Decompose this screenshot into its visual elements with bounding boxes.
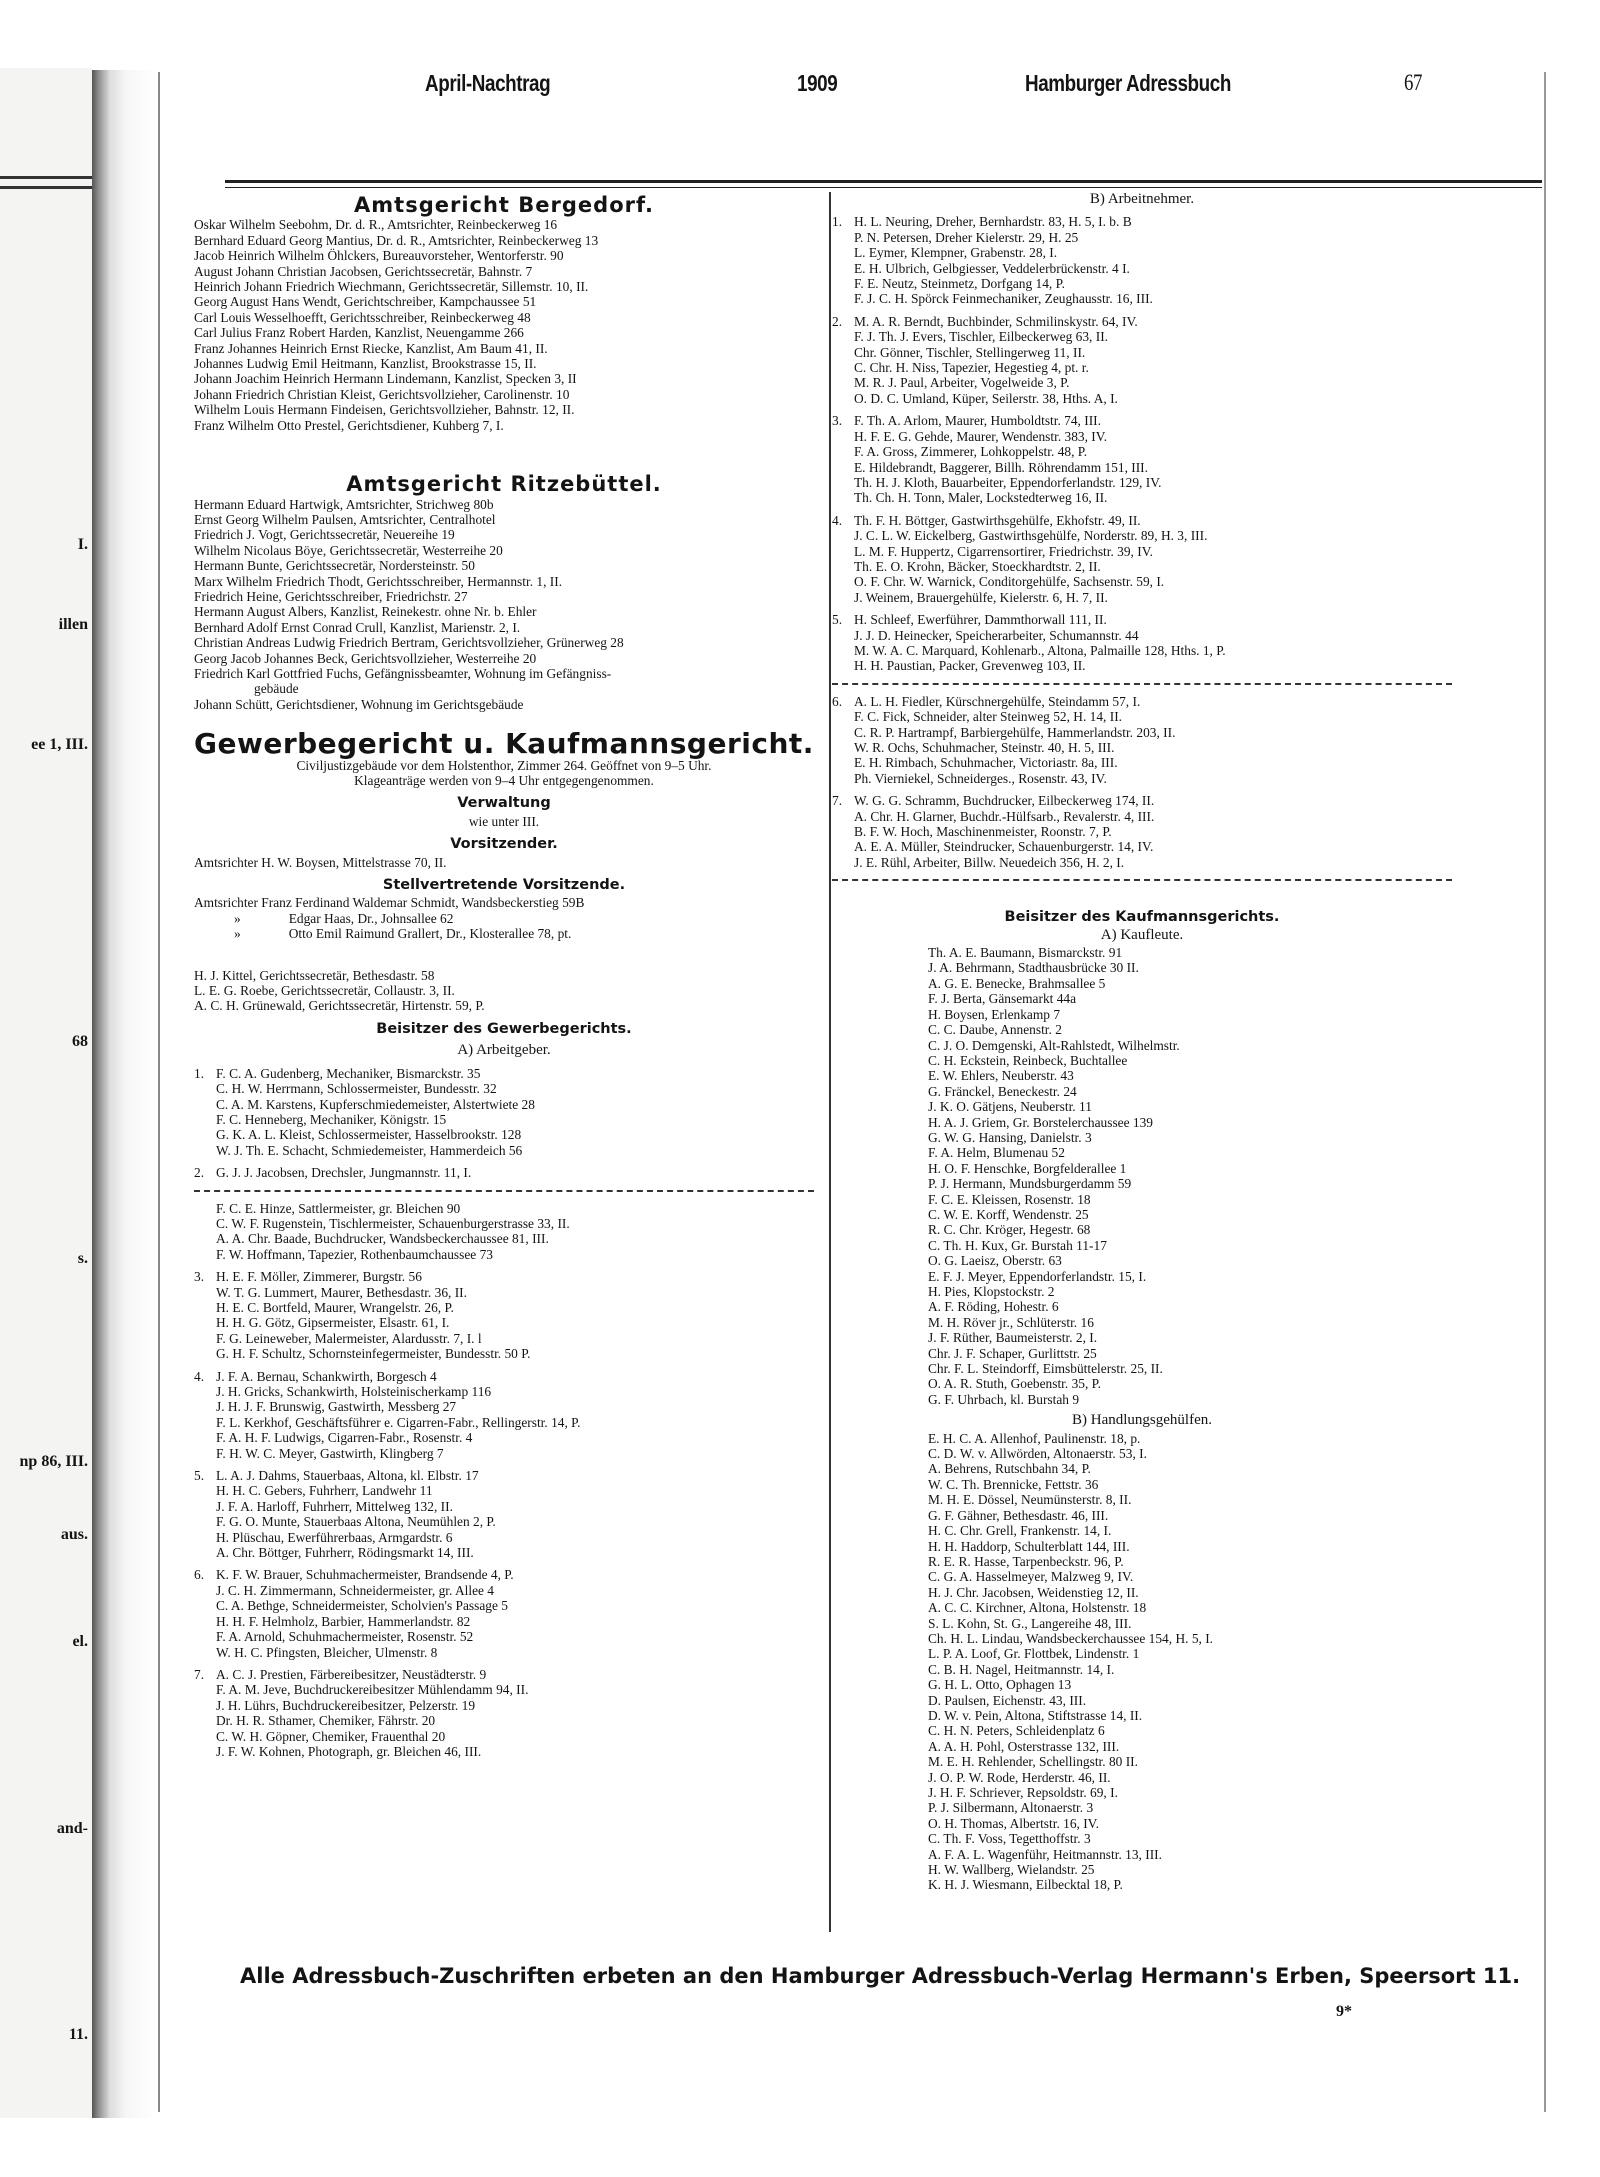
court-entry: Friedrich J. Vogt, Gerichtssecretär, Neuereihe 19 xyxy=(194,527,455,543)
group-number: 4. xyxy=(194,1368,205,1384)
court-entry: Bernhard Eduard Georg Mantius, Dr. d. R., Amtsrichter, Reinbeckerweg 13 xyxy=(194,232,599,248)
member-entry: C. W. F. Rugenstein, Tischlermeister, Schauenburgerstrasse 33, II. xyxy=(216,1215,570,1231)
header-left: April-Nachtrag xyxy=(425,70,551,96)
court-entry: Heinrich Johann Friedrich Wiechmann, Gerichtssecretär, Sillemstr. 10, II. xyxy=(194,279,589,295)
stellv-line xyxy=(194,926,814,941)
column-divider xyxy=(829,192,831,1932)
court-entry: Bernhard Adolf Ernst Conrad Crull, Kanzlist, Marienstr. 2, I. xyxy=(194,619,521,635)
member-entry: H. H. C. Gebers, Fuhrherr, Landwehr 11 xyxy=(216,1483,433,1499)
member-entry: G. J. J. Jacobsen, Drechsler, Jungmannstr. 11, I. xyxy=(216,1165,472,1181)
handlungsgehuelfe-entry: D. Paulsen, Eichenstr. 43, III. xyxy=(928,1692,1087,1708)
handlungsgehuelfe-entry: H. H. Haddorp, Schulterblatt 144, III. xyxy=(928,1538,1130,1554)
kaufmann-entry: C. H. Eckstein, Reinbeck, Buchtallee xyxy=(928,1052,1128,1068)
member-group xyxy=(194,1369,814,1461)
prev-fragment: s. xyxy=(77,1250,88,1267)
member-entry: C. A. Bethge, Schneidermeister, Scholvien's Passage 5 xyxy=(216,1598,508,1614)
member-entry: F. A. Arnold, Schuhmachermeister, Rosenstr. 52 xyxy=(216,1629,474,1645)
member-entry: H. H. G. Götz, Gipsermeister, Elsastr. 61, I. xyxy=(216,1315,450,1331)
handlungsgehuelfe-entry: H. W. Wallberg, Wielandstr. 25 xyxy=(928,1862,1095,1878)
handlungsgehuelfe-entry: P. J. Silbermann, Altonaerstr. 3 xyxy=(928,1800,1094,1816)
arbeitnehmer-groups xyxy=(832,214,1452,881)
member-entry: F. C. Fick, Schneider, alter Steinweg 52, H. 14, II. xyxy=(854,709,1123,725)
handlungsgehuelfe-entry: A. A. H. Pohl, Osterstrasse 132, III. xyxy=(928,1738,1120,1754)
court-entry: gebäude xyxy=(254,681,299,697)
handlungsgehuelfe-entry: A. F. A. L. Wagenführ, Heitmannstr. 13, III. xyxy=(928,1846,1162,1862)
handlungsgehuelfe-entry: H. J. Chr. Jacobsen, Weidenstieg 12, II. xyxy=(928,1584,1139,1600)
handlungsgehuelfe-entry: C. D. W. v. Allwörden, Altonaerstr. 53, I. xyxy=(928,1446,1147,1462)
member-entry: J. F. A. Harloff, Fuhrherr, Mittelweg 132, II. xyxy=(216,1498,453,1514)
secretary-entry: H. J. Kittel, Gerichtssecretär, Bethesdastr. 58 xyxy=(194,967,435,983)
court-entry: Oskar Wilhelm Seebohm, Dr. d. R., Amtsrichter, Reinbeckerweg 16 xyxy=(194,217,558,233)
handlungsgehuelfe-entry: H. C. Chr. Grell, Frankenstr. 14, I. xyxy=(928,1523,1112,1539)
member-entry: F. A. M. Jeve, Buchdruckereibesitzer Mühlendamm 94, II. xyxy=(216,1682,529,1698)
intro-line: Civiljustizgebäude vor dem Holstenthor, Zimmer 264. Geöffnet von 9–5 Uhr. xyxy=(296,757,712,773)
member-entry: A. Chr. H. Glarner, Buchdr.-Hülfsarb., Revalerstr. 4, III. xyxy=(854,808,1155,824)
secretary-entry: L. E. G. Roebe, Gerichtssecretär, Collaustr. 3, II. xyxy=(194,983,455,999)
handlungsgehuelfe-entry: G. F. Gähner, Bethesdastr. 46, III. xyxy=(928,1507,1109,1523)
member-entry: J. E. Rühl, Arbeiter, Billw. Neuedeich 356, H. 2, I. xyxy=(854,854,1125,870)
member-entry: F. G. O. Munte, Stauerbaas Altona, Neumühlen 2, P. xyxy=(216,1514,496,1530)
section-title-ritzebuettel: Amtsgericht Ritzebüttel. xyxy=(346,472,662,497)
member-entry: J. J. D. Heinecker, Speicherarbeiter, Schumannstr. 44 xyxy=(854,627,1139,643)
member-entry: K. F. W. Brauer, Schuhmachermeister, Brandsende 4, P. xyxy=(216,1567,514,1583)
member-entry: Th. Ch. H. Tonn, Maler, Lockstedterweg 16, II. xyxy=(854,490,1108,506)
court-entry: Friedrich Karl Gottfried Fuchs, Gefängnissbeamter, Wohnung im Gefängniss- xyxy=(194,665,612,681)
kaufmann-entry: F. J. Berta, Gänsemarkt 44a xyxy=(928,991,1077,1007)
kaufmann-entry: O. G. Laeisz, Oberstr. 63 xyxy=(928,1253,1062,1269)
bergedorf-list xyxy=(194,217,814,433)
dashed-separator xyxy=(194,1190,814,1192)
group-number: 2. xyxy=(832,313,843,329)
member-entry: F. L. Kerkhof, Geschäftsführer e. Cigarren-Fabr., Rellingerstr. 14, P. xyxy=(216,1414,581,1430)
kaufmann-entry: G. W. G. Hansing, Danielstr. 3 xyxy=(928,1129,1092,1145)
handlungsgehuelfe-entry: C. H. N. Peters, Schleidenplatz 6 xyxy=(928,1723,1105,1739)
prev-fragment: ee 1, III. xyxy=(31,736,88,753)
member-group xyxy=(194,1468,814,1560)
member-entry: H. F. E. G. Gehde, Maurer, Wendenstr. 383, IV. xyxy=(854,428,1108,444)
kaufmann-entry: J. F. Rüther, Baumeisterstr. 2, I. xyxy=(928,1330,1098,1346)
member-entry: H. H. F. Helmholz, Barbier, Hammerlandstr. 82 xyxy=(216,1613,471,1629)
handlungsgehuelfe-entry: M. E. H. Rehlender, Schellingstr. 80 II. xyxy=(928,1754,1138,1770)
member-group xyxy=(832,413,1452,505)
court-entry: Johann Friedrich Christian Kleist, Gerichtsvollzieher, Carolinenstr. 10 xyxy=(194,386,570,402)
handlungsgehuelfen-list xyxy=(832,1431,1452,1893)
handlungsgehuelfe-entry: K. H. J. Wiesmann, Eilbecktal 18, P. xyxy=(928,1877,1123,1893)
dashed-separator xyxy=(832,879,1452,881)
group-number: 3. xyxy=(194,1269,205,1285)
header-title: Hamburger Adressbuch xyxy=(1025,70,1231,96)
subheading-arbeitgeber: A) Arbeitgeber. xyxy=(457,1042,551,1059)
member-entry: A. E. A. Müller, Steindrucker, Schauenburgerstr. 14, IV. xyxy=(854,839,1154,855)
court-entry: Georg August Hans Wendt, Gerichtschreiber, Kampchaussee 51 xyxy=(194,294,537,310)
member-entry: B. F. W. Hoch, Maschinenmeister, Roonstr. 7, P. xyxy=(854,824,1112,840)
member-entry: H. H. Paustian, Packer, Grevenweg 103, II. xyxy=(854,658,1086,674)
handlungsgehuelfe-entry: E. H. C. A. Allenhof, Paulinenstr. 18, p. xyxy=(928,1430,1141,1446)
member-entry: E. H. Rimbach, Schuhmacher, Victoriastr. 8a, III. xyxy=(854,755,1118,771)
member-entry: F. C. Henneberg, Mechaniker, Königstr. 15 xyxy=(216,1111,447,1127)
header-year: 1909 xyxy=(797,70,838,96)
kaufmann-entry: F. A. Helm, Blumenau 52 xyxy=(928,1145,1065,1161)
prev-fragment: np 86, III. xyxy=(19,1453,88,1470)
kaufmann-entry: C. W. E. Korff, Wendenstr. 25 xyxy=(928,1206,1089,1222)
subheading-beisitzer-gewerbe: Beisitzer des Gewerbegerichts. xyxy=(376,1020,632,1037)
kaufmann-entry: A. F. Röding, Hohestr. 6 xyxy=(928,1299,1059,1315)
member-entry: C. Chr. H. Niss, Tapezier, Hegestieg 4, pt. r. xyxy=(854,360,1089,376)
member-entry: Th. F. H. Böttger, Gastwirthsgehülfe, Ekhofstr. 49, II. xyxy=(854,512,1141,528)
right-column xyxy=(832,192,1452,1893)
handlungsgehuelfe-entry: D. W. v. Pein, Altona, Stiftstrasse 14, II. xyxy=(928,1707,1143,1723)
book-gutter xyxy=(92,70,156,2118)
kaufmann-entry: P. J. Hermann, Mundsburgerdamm 59 xyxy=(928,1176,1132,1192)
footer-notice: Alle Adressbuch-Zuschriften erbeten an den Hamburger Adressbuch-Verlag Hermann's Erben, Speersort 11. xyxy=(240,1964,1521,1988)
court-entry: August Johann Christian Jacobsen, Gerichtssecretär, Bahnstr. 7 xyxy=(194,263,533,279)
kaufmann-entry: J. K. O. Gätjens, Neuberstr. 11 xyxy=(928,1099,1092,1115)
group-number: 6. xyxy=(832,693,843,709)
ditto-mark: » xyxy=(234,910,241,926)
prev-fragment: 11. xyxy=(68,2026,88,2043)
member-group xyxy=(832,214,1452,306)
member-entry: Th. E. O. Krohn, Bäcker, Stoeckhardtstr. 2, II. xyxy=(854,558,1101,574)
court-entry: Hermann Bunte, Gerichtssecretär, Nordersteinstr. 50 xyxy=(194,558,475,574)
member-group xyxy=(194,1165,814,1180)
court-entry: Johannes Ludwig Emil Heitmann, Kanzlist, Brookstrasse 15, II. xyxy=(194,356,537,372)
member-entry: J. C. H. Zimmermann, Schneidermeister, gr. Allee 4 xyxy=(216,1582,495,1598)
member-entry: G. H. F. Schultz, Schornsteinfegermeister, Bundesstr. 50 P. xyxy=(216,1346,531,1362)
handlungsgehuelfe-entry: C. B. H. Nagel, Heitmannstr. 14, I. xyxy=(928,1661,1115,1677)
kaufmann-entry: G. F. Uhrbach, kl. Burstah 9 xyxy=(928,1391,1080,1407)
handlungsgehuelfe-entry: Ch. H. L. Lindau, Wandsbeckerchaussee 154, H. 5, I. xyxy=(928,1630,1214,1646)
page-number: 67 xyxy=(1404,70,1423,95)
member-entry: A. A. Chr. Baade, Buchdrucker, Wandsbeckerchaussee 81, III. xyxy=(216,1231,549,1247)
member-entry: W. J. Th. E. Schacht, Schmiedemeister, Hammerdeich 56 xyxy=(216,1142,523,1158)
vorsitzender-text: Amtsrichter H. W. Boysen, Mittelstrasse 70, II. xyxy=(194,854,447,870)
member-entry: F. Th. A. Arlom, Maurer, Humboldtstr. 74, III. xyxy=(854,413,1101,429)
handlungsgehuelfe-entry: J. H. F. Schriever, Repsoldstr. 69, I. xyxy=(928,1785,1118,1800)
member-entry: O. F. Chr. W. Warnick, Conditorgehülfe, Sachsenstr. 59, I. xyxy=(854,574,1165,590)
kaufleute-list xyxy=(832,945,1452,1407)
court-entry: Marx Wilhelm Friedrich Thodt, Gerichtsschreiber, Hermannstr. 1, II. xyxy=(194,573,563,589)
member-entry: A. C. J. Prestien, Färbereibesitzer, Neustädterstr. 9 xyxy=(216,1666,487,1682)
prev-fragment: el. xyxy=(72,1633,88,1650)
kaufmann-entry: H. A. J. Griem, Gr. Borstelerchaussee 139 xyxy=(928,1114,1153,1130)
member-entry: F. A. H. F. Ludwigs, Cigarren-Fabr., Rosenstr. 4 xyxy=(216,1430,473,1446)
group-number: 7. xyxy=(194,1666,205,1682)
handlungsgehuelfe-entry: O. H. Thomas, Albertstr. 16, IV. xyxy=(928,1815,1099,1831)
kaufmann-entry: R. C. Chr. Kröger, Hegestr. 68 xyxy=(928,1222,1091,1238)
kaufmann-entry: H. Pies, Klopstockstr. 2 xyxy=(928,1284,1055,1299)
member-entry: J. Weinem, Brauergehülfe, Kielerstr. 6, H. 7, II. xyxy=(854,589,1108,605)
member-entry: Dr. H. R. Sthamer, Chemiker, Fährstr. 20 xyxy=(216,1713,436,1729)
subheading-handlungsgehuelfen: B) Handlungsgehülfen. xyxy=(1072,1412,1212,1429)
court-entry: Ernst Georg Wilhelm Paulsen, Amtsrichter, Centralhotel xyxy=(194,511,496,527)
member-entry: H. E. F. Möller, Zimmerer, Burgstr. 56 xyxy=(216,1269,422,1285)
kaufmann-entry: C. Th. H. Kux, Gr. Burstah 11-17 xyxy=(928,1237,1107,1253)
member-entry: A. Chr. Böttger, Fuhrherr, Rödingsmarkt 14, III. xyxy=(216,1545,474,1561)
member-entry: W. R. Ochs, Schuhmacher, Steinstr. 40, H. 5, III. xyxy=(854,740,1115,755)
member-entry: J. H. Lührs, Buchdruckereibesitzer, Pelzerstr. 19 xyxy=(216,1697,476,1713)
member-entry: F. E. Neutz, Steinmetz, Dorfgang 14, P. xyxy=(854,276,1065,292)
member-entry: H. Schleef, Ewerführer, Dammthorwall 111, II. xyxy=(854,612,1107,628)
handlungsgehuelfe-entry: M. H. E. Dössel, Neumünsterstr. 8, II. xyxy=(928,1492,1132,1508)
court-entry: Christian Andreas Ludwig Friedrich Bertram, Gerichtsvollzieher, Grünerweg 28 xyxy=(194,635,624,651)
group-number: 6. xyxy=(194,1567,205,1583)
member-entry: L. A. J. Dahms, Stauerbaas, Altona, kl. Elbstr. 17 xyxy=(216,1468,479,1484)
member-group xyxy=(832,612,1452,674)
stellv-line: Amtsrichter Franz Ferdinand Waldemar Schmidt, Wandsbeckerstieg 59B xyxy=(194,895,585,911)
member-entry: L. M. F. Huppertz, Cigarrensortirer, Friedrichstr. 39, IV. xyxy=(854,543,1154,559)
group-number: 3. xyxy=(832,413,843,429)
secretary-entry: A. C. H. Grünewald, Gerichtssecretär, Hirtenstr. 59, P. xyxy=(194,998,485,1014)
member-entry: C. W. H. Göpner, Chemiker, Frauenthal 20 xyxy=(216,1728,446,1744)
member-entry: Th. H. J. Kloth, Bauarbeiter, Eppendorferlandstr. 129, IV. xyxy=(854,474,1162,490)
member-entry: F. C. A. Gudenberg, Mechaniker, Bismarckstr. 35 xyxy=(216,1065,481,1081)
group-number: 5. xyxy=(194,1468,205,1484)
member-group xyxy=(194,1667,814,1759)
member-entry: A. L. H. Fiedler, Kürschnergehülfe, Steindamm 57, I. xyxy=(854,693,1141,709)
court-entry: Wilhelm Nicolaus Böye, Gerichtssecretär, Westerreihe 20 xyxy=(194,542,503,558)
subheading-arbeitnehmer: B) Arbeitnehmer. xyxy=(1089,191,1195,207)
member-entry: W. H. C. Pfingsten, Bleicher, Ulmenstr. 8 xyxy=(216,1644,438,1660)
group-number: 7. xyxy=(832,793,843,809)
member-group xyxy=(194,1269,814,1361)
court-entry: Jacob Heinrich Wilhelm Öhlckers, Bureauvorsteher, Wentorferstr. 90 xyxy=(194,248,564,264)
member-entry: C. A. M. Karstens, Kupferschmiedemeister, Alstertwiete 28 xyxy=(216,1096,535,1112)
member-entry: H. E. C. Bortfeld, Maurer, Wrangelstr. 26, P. xyxy=(216,1299,454,1315)
dashed-separator xyxy=(832,683,1452,685)
subheading-stellvertretende: Stellvertretende Vorsitzende. xyxy=(382,877,626,894)
member-entry: F. G. Leineweber, Malermeister, Alardusstr. 7, I. l xyxy=(216,1330,482,1346)
member-entry: P. N. Petersen, Dreher Kielerstr. 29, H. 25 xyxy=(854,229,1079,245)
member-entry: J. F. W. Kohnen, Photograph, gr. Bleichen 46, III. xyxy=(216,1743,482,1759)
ritzebuettel-list xyxy=(194,497,814,713)
subheading-vorsitzender: Vorsitzender. xyxy=(450,836,558,853)
member-entry: J. C. L. W. Eickelberg, Gastwirthsgehülfe, Norderstr. 89, H. 3, III. xyxy=(854,528,1208,544)
member-entry: F. W. Hoffmann, Tapezier, Rothenbaumchaussee 73 xyxy=(216,1246,493,1262)
member-entry: W. T. G. Lummert, Maurer, Bethesdastr. 36, II. xyxy=(216,1284,467,1300)
member-entry: E. Hildebrandt, Baggerer, Billh. Röhrendamm 151, III. xyxy=(854,459,1148,475)
kaufmann-entry: E. W. Ehlers, Neuberstr. 43 xyxy=(928,1068,1074,1084)
handlungsgehuelfe-entry: S. L. Kohn, St. G., Langereihe 48, III. xyxy=(928,1615,1132,1631)
member-entry: L. Eymer, Klempner, Grabenstr. 28, I. xyxy=(854,245,1058,261)
court-entry: Franz Johannes Heinrich Ernst Riecke, Kanzlist, Am Baum 41, II. xyxy=(194,340,548,356)
secretary-list xyxy=(194,968,814,1014)
group-number: 5. xyxy=(832,612,843,628)
handlungsgehuelfe-entry: C. Th. F. Voss, Tegetthoffstr. 3 xyxy=(928,1831,1091,1847)
group-number: 1. xyxy=(194,1065,205,1081)
group-number: 2. xyxy=(194,1165,205,1181)
court-entry: Franz Wilhelm Otto Prestel, Gerichtsdiener, Kuhberg 7, I. xyxy=(194,417,504,433)
kaufmann-entry: C. C. Daube, Annenstr. 2 xyxy=(928,1022,1062,1038)
kaufmann-entry: J. A. Behrmann, Stadthausbrücke 30 II. xyxy=(928,960,1139,976)
kaufmann-entry: F. C. E. Kleissen, Rosenstr. 18 xyxy=(928,1191,1091,1207)
court-entry: Wilhelm Louis Hermann Findeisen, Gerichtsvollzieher, Bahnstr. 12, II. xyxy=(194,402,575,418)
court-entry: Friedrich Heine, Gerichtsschreiber, Friedrichstr. 27 xyxy=(194,588,468,604)
court-entry: Carl Julius Franz Robert Harden, Kanzlist, Neuengamme 266 xyxy=(194,325,524,341)
ditto-mark: » xyxy=(234,926,241,942)
handlungsgehuelfe-entry: A. Behrens, Rutschbahn 34, P. xyxy=(928,1461,1091,1477)
kaufmann-entry: E. F. J. Meyer, Eppendorferlandstr. 15, I. xyxy=(928,1268,1147,1284)
handlungsgehuelfe-entry: A. C. C. Kirchner, Altona, Holstenstr. 18 xyxy=(928,1600,1147,1616)
member-entry: C. R. P. Hartrampf, Barbiergehülfe, Hammerlandstr. 203, II. xyxy=(854,724,1176,740)
member-group xyxy=(194,1567,814,1659)
header-rule xyxy=(225,180,1542,188)
member-group xyxy=(832,513,1452,605)
member-entry: C. H. W. Herrmann, Schlossermeister, Bundesstr. 32 xyxy=(216,1081,497,1097)
kaufmann-entry: Chr. J. F. Schaper, Gurlittstr. 25 xyxy=(928,1345,1097,1361)
prev-fragment: 68 xyxy=(72,1033,88,1050)
section-title-bergedorf: Amtsgericht Bergedorf. xyxy=(354,193,654,217)
member-entry: M. A. R. Berndt, Buchbinder, Schmilinskystr. 64, IV. xyxy=(854,313,1138,329)
previous-page-strip xyxy=(0,68,92,2118)
kaufmann-entry: A. G. E. Benecke, Brahmsallee 5 xyxy=(928,975,1106,991)
member-entry: Chr. Gönner, Tischler, Stellingerweg 11, II. xyxy=(854,344,1086,360)
intro-line: Klageanträge werden von 9–4 Uhr entgegengenommen. xyxy=(354,773,654,788)
member-entry: W. G. G. Schramm, Buchdrucker, Eilbeckerweg 174, II. xyxy=(854,793,1155,809)
member-entry: J. H. J. F. Brunswig, Gastwirth, Messberg 27 xyxy=(216,1399,457,1415)
member-entry: F. A. Gross, Zimmerer, Lohkoppelstr. 48, P. xyxy=(854,444,1088,460)
member-group xyxy=(832,314,1452,406)
kaufmann-entry: M. H. Röver jr., Schlüterstr. 16 xyxy=(928,1314,1094,1330)
member-entry: J. H. Gricks, Schankwirth, Holsteinischerkamp 116 xyxy=(216,1384,492,1399)
kaufmann-entry: Chr. F. L. Steindorff, Eimsbüttelerstr. 25, II. xyxy=(928,1361,1163,1377)
member-entry: M. R. J. Paul, Arbeiter, Vogelweide 3, P. xyxy=(854,375,1070,391)
member-entry: F. J. Th. J. Evers, Tischler, Eilbeckerweg 63, II. xyxy=(854,329,1109,345)
kaufmann-entry: C. J. O. Demgenski, Alt-Rahlstedt, Wilhelmstr. xyxy=(928,1037,1180,1053)
member-group xyxy=(832,793,1452,870)
verwaltung-text: wie unter III. xyxy=(468,813,540,829)
court-entry: Georg Jacob Johannes Beck, Gerichtsvollzieher, Westerreihe 20 xyxy=(194,650,537,666)
kaufmann-entry: H. O. F. Henschke, Borgfelderallee 1 xyxy=(928,1160,1127,1176)
prev-fragment: and- xyxy=(56,1820,88,1837)
subheading-kaufleute: A) Kaufleute. xyxy=(1100,926,1184,943)
member-entry: H. L. Neuring, Dreher, Bernhardstr. 83, H. 5, I. b. B xyxy=(854,214,1132,230)
handlungsgehuelfe-entry: C. G. A. Hasselmeyer, Malzweg 9, IV. xyxy=(928,1569,1134,1585)
kaufmann-entry: O. A. R. Stuth, Goebenstr. 35, P. xyxy=(928,1376,1101,1392)
member-entry: H. Plüschau, Ewerführerbaas, Armgardstr. 6 xyxy=(216,1529,453,1545)
kaufmann-entry: G. Fränckel, Beneckestr. 24 xyxy=(928,1083,1077,1099)
member-entry: F. H. W. C. Meyer, Gastwirth, Klingberg 7 xyxy=(216,1445,444,1461)
member-entry: Ph. Vierniekel, Schneiderges., Rosenstr. 43, IV. xyxy=(854,770,1107,786)
member-entry: F. C. E. Hinze, Sattlermeister, gr. Bleichen 90 xyxy=(216,1200,461,1216)
member-entry: J. F. A. Bernau, Schankwirth, Borgesch 4 xyxy=(216,1368,437,1384)
court-entry: Johann Joachim Heinrich Hermann Lindemann, Kanzlist, Specken 3, II xyxy=(194,371,577,387)
prev-fragment: I. xyxy=(77,536,88,553)
handlungsgehuelfe-entry: J. O. P. W. Rode, Herderstr. 46, II. xyxy=(928,1769,1111,1785)
subheading-beisitzer-kaufmann: Beisitzer des Kaufmannsgerichts. xyxy=(1004,909,1280,926)
member-group xyxy=(194,1066,814,1158)
signature-mark: 9* xyxy=(1336,2003,1352,2020)
member-entry: M. W. A. C. Marquard, Kohlenarb., Altona, Palmaille 128, Hths. 1, P. xyxy=(854,642,1226,658)
prev-fragment: aus. xyxy=(60,1526,88,1543)
court-entry: Hermann August Albers, Kanzlist, Reinekestr. ohne Nr. b. Ehler xyxy=(194,604,537,620)
group-number: 4. xyxy=(832,512,843,528)
stellv-text: Otto Emil Raimund Grallert, Dr., Klosterallee 78, pt. xyxy=(288,926,572,942)
left-column xyxy=(194,192,814,1759)
subheading-verwaltung: Verwaltung xyxy=(457,795,551,812)
kaufmann-entry: H. Boysen, Erlenkamp 7 xyxy=(928,1006,1061,1022)
kaufmann-entry: Th. A. E. Baumann, Bismarckstr. 91 xyxy=(928,945,1123,961)
section-title-gewerbegericht: Gewerbegericht u. Kaufmannsgericht. xyxy=(194,727,814,761)
member-group xyxy=(194,1201,814,1263)
prev-fragment: illen xyxy=(58,616,88,633)
member-entry: E. H. Ulbrich, Gelbgiesser, Veddelerbrückenstr. 4 I. xyxy=(854,260,1130,276)
stellv-line xyxy=(194,911,814,926)
member-entry: O. D. C. Umland, Küper, Seilerstr. 38, Hths. A, I. xyxy=(854,390,1118,406)
member-group xyxy=(832,694,1452,786)
court-entry: Carl Louis Wesselhoefft, Gerichtsschreiber, Reinbeckerweg 48 xyxy=(194,309,531,325)
handlungsgehuelfe-entry: L. P. A. Loof, Gr. Flottbek, Lindenstr. 1 xyxy=(928,1646,1140,1662)
court-entry: Hermann Eduard Hartwigk, Amtsrichter, Strichweg 80b xyxy=(194,496,494,512)
arbeitgeber-groups xyxy=(194,1066,814,1760)
member-entry: F. J. C. H. Spörck Feinmechaniker, Zeughausstr. 16, III. xyxy=(854,291,1153,307)
group-number: 1. xyxy=(832,214,843,230)
court-entry: Johann Schütt, Gerichtsdiener, Wohnung im Gerichtsgebäude xyxy=(194,696,524,712)
handlungsgehuelfe-entry: G. H. L. Otto, Ophagen 13 xyxy=(928,1677,1072,1693)
handlungsgehuelfe-entry: R. E. R. Hasse, Tarpenbeckstr. 96, P. xyxy=(928,1553,1124,1569)
stellv-text: Edgar Haas, Dr., Johnsallee 62 xyxy=(288,910,454,926)
member-entry: G. K. A. L. Kleist, Schlossermeister, Hasselbrookstr. 128 xyxy=(216,1127,522,1143)
handlungsgehuelfe-entry: W. C. Th. Brennicke, Fettstr. 36 xyxy=(928,1476,1099,1492)
